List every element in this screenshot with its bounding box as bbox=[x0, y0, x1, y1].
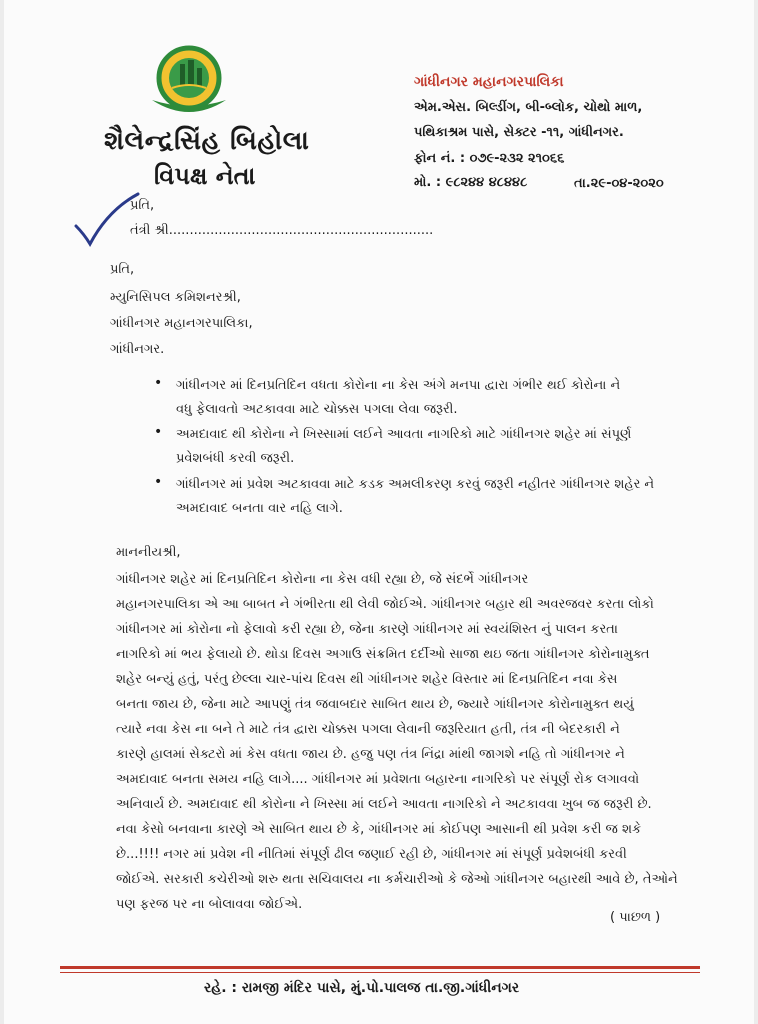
body-line: છે...!!!! નગર માં પ્રવેશ ની નીતિમાં સંપૂર્ણ ઢીલ જણાઈ રહી છે, ગાંધીનગર માં સંપૂર્ણ પ્રવેશબંધી કરવી bbox=[116, 847, 627, 862]
address-line-2: પથિકાશ્રમ પાસે, સેક્ટર -૧૧, ગાંધીનગર. bbox=[414, 125, 624, 140]
footer-address: રહે. : રામજી મંદિર પાસે, મું.પો.પાલજ તા.જી.ગાંધીનગર bbox=[204, 980, 520, 996]
leader-role: વિપક્ષ નેતા bbox=[154, 162, 256, 190]
footer-divider bbox=[60, 966, 700, 969]
body-line: કારણે હાલમાં સેક્ટરો માં કેસ વધતા જાય છે. હજુ પણ તંત્ર નિંદ્રા માંથી જાગશે નહિ તો ગાંધીનગર ને bbox=[116, 747, 625, 762]
leader-name: શૈલેન્દ્રસિંહ બિહોલા bbox=[104, 126, 310, 156]
body-line: નાગરિકો માં ભય ફેલાયો છે. થોડા દિવસ અગાઉ સંક્રમિત દર્દીઓ સાજા થઇ જતા ગાંધીનગર કોરોનામુક્ત bbox=[116, 647, 650, 662]
body-line: નવા કેસો બનવાના કારણે એ સાબિત થાય છે કે, ગાંધીનગર માં કોઈપણ આસાની થી પ્રવેશ કરી જ શકે bbox=[116, 822, 642, 837]
editor-line: તંત્રી શ્રી................................................................ bbox=[130, 223, 434, 238]
bullet-1-line-1: ગાંધીનગર માં દિનપ્રતિદિન વધતા કોરોના ના કેસ અંગે મનપા દ્વારા ગંભીર થઈ કોરોના ને bbox=[176, 378, 621, 393]
bullet-2-line-1: અમદાવાદ થી કોરોના ને ખિસ્સામાં લઈને આવતા નાગરિકો માટે ગાંધીનગર શહેર માં સંપૂર્ણ bbox=[176, 427, 632, 442]
salutation: માનનીયશ્રી, bbox=[116, 545, 181, 560]
organization-name: ગાંધીનગર મહાનગરપાલિકા bbox=[414, 74, 564, 90]
body-line: બનતા જાય છે, જેના માટે આપણું તંત્ર જવાબદાર સાબિત થાય છે, જ્યારે ગાંધીનગર કોરોનામુક્ત થયું bbox=[116, 697, 634, 712]
continued-note: ( પાછળ ) bbox=[610, 910, 661, 925]
recipient-prati: પ્રતિ, bbox=[110, 262, 135, 277]
party-logo-icon bbox=[144, 42, 234, 120]
bullet-icon: • bbox=[154, 474, 163, 490]
address-line-1: એમ.એસ. બિલ્ડીંગ, બી-બ્લોક, ચોથો માળ, bbox=[414, 100, 643, 115]
body-line: શહેર બન્યું હતું, પરંતુ છેલ્લા ચાર-પાંચ દિવસ થી ગાંધીનગર શહેર વિસ્તાર માં દિનપ્રતિદિન નવા કેસ bbox=[116, 672, 618, 687]
body-line: જોઈએ. સરકારી કચેરીઓ શરુ થતા સચિવાલય ના કર્મચારીઓ કે જેઓ ગાંધીનગર બહારથી આવે છે, તેઓને bbox=[116, 872, 678, 887]
body-line: ત્યારે નવા કેસ ના બને તે માટે તંત્ર દ્વારા ચોક્કસ પગલા લેવાની જરૂરિયાત હતી, તંત્ર ની બેદરકારી ને bbox=[116, 722, 620, 737]
bullet-icon: • bbox=[154, 424, 163, 440]
editor-prati: પ્રતિ, bbox=[130, 198, 155, 213]
mobile-number: મો. : ૯૮૨૪૪ ૪૮૪૪૮ bbox=[414, 175, 528, 190]
bullet-1-line-2: વધુ ફેલાવતો અટકાવવા માટે ચોક્કસ પગલા લેવા જરૂરી. bbox=[176, 402, 458, 417]
body-line: અમદાવાદ બનતા સમય નહિ લાગે.... ગાંધીનગર માં પ્રવેશતા બહારના નાગરિકો પર સંપૂર્ણ રોક લગાવવો bbox=[116, 772, 640, 787]
body-line: ગાંધીનગર શહેર માં દિનપ્રતિદિન કોરોના ના કેસ વધી રહ્યા છે, જે સંદર્ભે ગાંધીનગર bbox=[116, 572, 529, 587]
letter-date: તા.૨૯-૦૪-૨૦૨૦ bbox=[574, 176, 664, 191]
letter-page bbox=[4, 0, 754, 1024]
bullet-3-line-1: ગાંધીનગર માં પ્રવેશ અટકાવવા માટે કડક અમલીકરણ કરવું જરૂરી નહીતર ગાંધીનગર શહેર ને bbox=[176, 477, 655, 492]
recipient-line-2: ગાંધીનગર મહાનગરપાલિકા, bbox=[110, 316, 253, 331]
footer-divider bbox=[60, 972, 700, 973]
recipient-line-3: ગાંધીનગર. bbox=[110, 342, 165, 357]
body-line: મહાનગરપાલિકા એ આ બાબત ને ગંભીરતા થી લેવી જોઈએ. ગાંધીનગર બહાર થી અવરજવર કરતા લોકો bbox=[116, 597, 654, 612]
phone-number: ફોન નં. : ૦૭૯-૨૩૨ ૨૧૦૬૬ bbox=[414, 151, 565, 166]
bullet-2-line-2: પ્રવેશબંધી કરવી જરૂરી. bbox=[176, 451, 295, 466]
body-line: પણ ફરજ પર ના બોલાવવા જોઈએ. bbox=[116, 897, 303, 912]
recipient-line-1: મ્યુનિસિપલ કમિશનરશ્રી, bbox=[110, 290, 241, 305]
body-line: અનિવાર્ય છે. અમદાવાદ થી કોરોના ને ખિસ્સા માં લઈને આવતા નાગરિકો ને અટકાવવા ખુબ જ જરૂરી છે. bbox=[116, 797, 652, 812]
bullet-3-line-2: અમદાવાદ બનતા વાર નહિ લાગે. bbox=[176, 501, 343, 516]
body-line: ગાંધીનગર માં કોરોના નો ફેલાવો કરી રહ્યા છે, જેના કારણે ગાંધીનગર માં સ્વયંશિસ્ત નું પાલન કરતા bbox=[116, 622, 618, 637]
bullet-icon: • bbox=[154, 375, 163, 391]
